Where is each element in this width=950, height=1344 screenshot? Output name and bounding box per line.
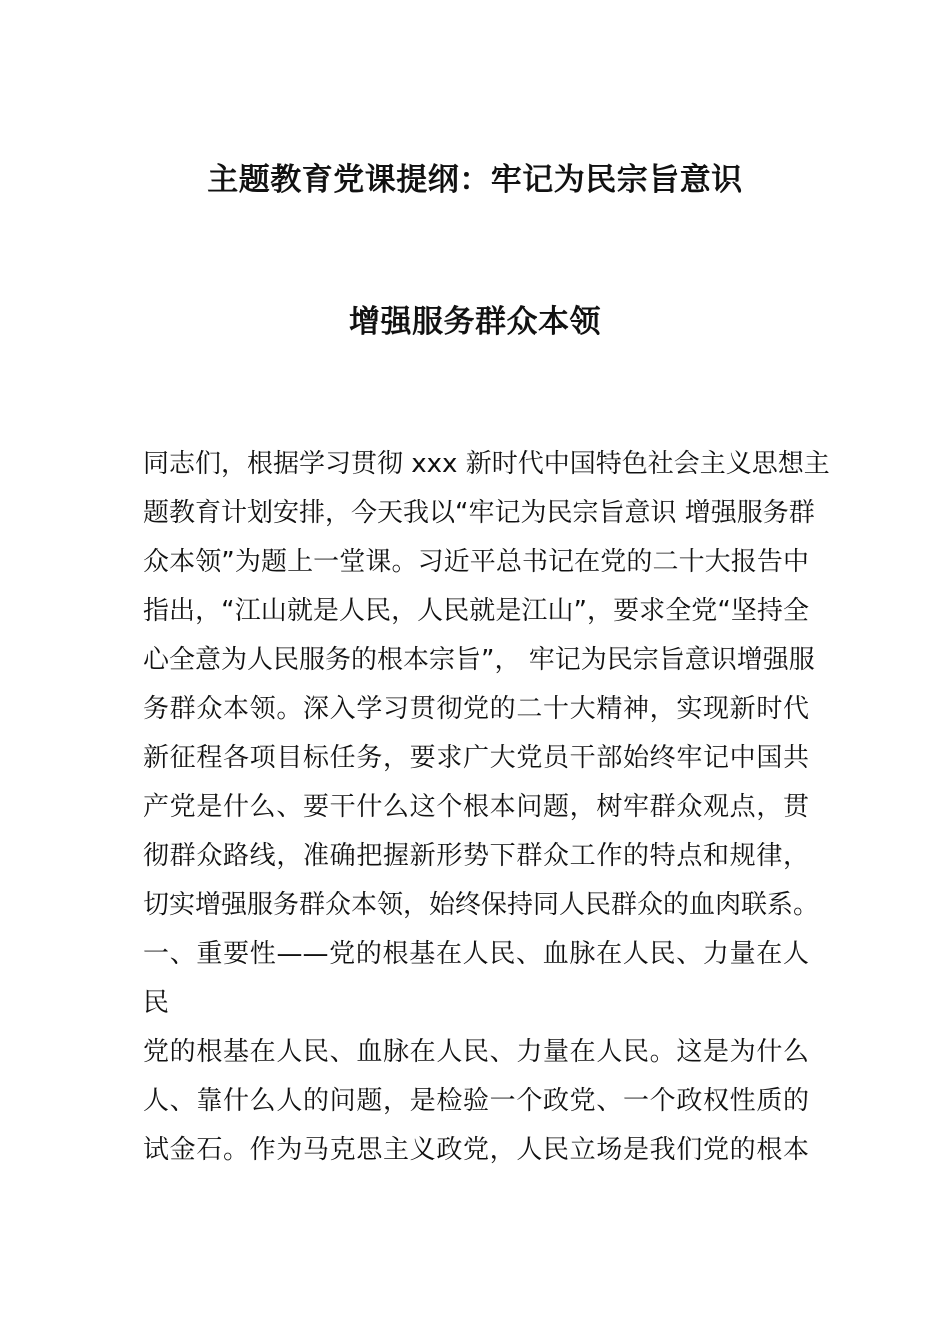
- body-line-8: 产党是什么、要干什么这个根本问题，树牢群众观点，贯: [143, 792, 809, 822]
- document-title-line-1: 主题教育党课提纲：牢记为民宗旨意识: [207, 162, 743, 198]
- body-line-10: 切实增强服务群众本领，始终保持同人民群众的血肉联系。: [143, 890, 820, 920]
- section-heading-line-2: 民: [143, 988, 170, 1018]
- document-title-line-2: 增强服务群众本领: [349, 304, 601, 340]
- document-body: [143, 440, 830, 1175]
- section-heading-line-1: 一、重要性——党的根基在人民、血脉在人民、力量在人: [143, 939, 809, 969]
- body-line-5: 心全意为人民服务的根本宗旨”， 牢记为民宗旨意识增强服: [143, 645, 815, 675]
- body-line-9: 彻群众路线，准确把握新形势下群众工作的特点和规律，: [143, 841, 809, 871]
- body-line-6: 务群众本领。深入学习贯彻党的二十大精神，实现新时代: [143, 694, 809, 724]
- body-line-15: 试金石。作为马克思主义政党，人民立场是我们党的根本: [143, 1135, 809, 1165]
- body-line-13: 党的根基在人民、血脉在人民、力量在人民。这是为什么: [143, 1037, 809, 1067]
- body-line-3: 众本领”为题上一堂课。习近平总书记在党的二十大报告中: [143, 547, 809, 577]
- body-line-1: 同志们，根据学习贯彻 xxx 新时代中国特色社会主义思想主: [143, 449, 830, 479]
- body-line-2: 题教育计划安排，今天我以“牢记为民宗旨意识 增强服务群: [143, 498, 815, 528]
- body-line-7: 新征程各项目标任务，要求广大党员干部始终牢记中国共: [143, 743, 809, 773]
- body-line-14: 人、靠什么人的问题，是检验一个政党、一个政权性质的: [143, 1086, 809, 1116]
- body-line-4: 指出，“江山就是人民，人民就是江山”，要求全党“坚持全: [143, 596, 809, 626]
